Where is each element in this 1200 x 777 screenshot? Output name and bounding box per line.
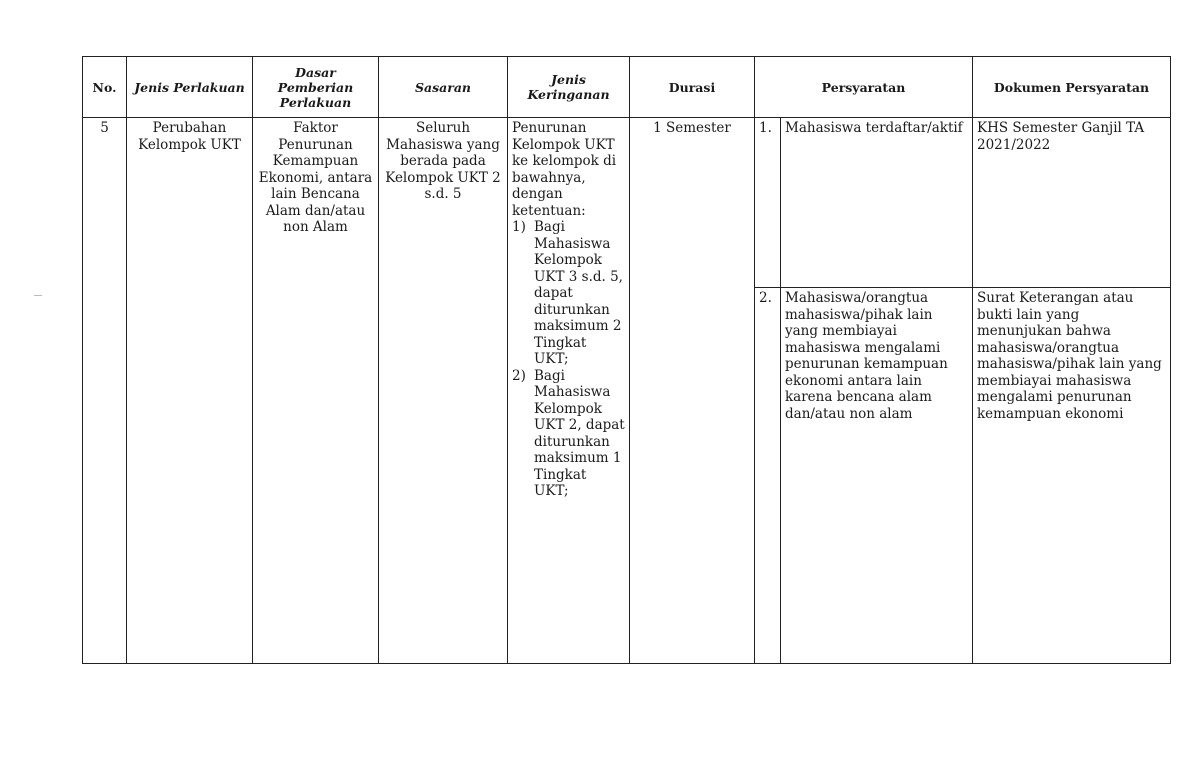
header-jenis-keringanan: Jenis Keringanan (508, 57, 630, 118)
cell-jenis-perlakuan: Perubahan Kelompok UKT (127, 118, 253, 664)
cell-jenis-keringanan (508, 118, 630, 664)
list-text: Bagi Mahasiswa Kelompok UKT 2, dapat diturunkan maksimum 1 Tingkat UKT; (534, 367, 625, 499)
cell-sasaran: Seluruh Mahasiswa yang berada pada Kelompok UKT 2 s.d. 5 (379, 118, 508, 664)
scan-mark (34, 295, 42, 296)
requirements-table (82, 56, 1171, 664)
table-row (83, 118, 1171, 288)
header-sasaran: Sasaran (379, 57, 508, 118)
requirement-text: Mahasiswa/orangtua mahasiswa/pihak lain yang membiayai mahasiswa mengalami penurunan kemampuan ekonomi antara lain karena bencana alam dan/atau non alam (781, 288, 973, 664)
requirement-document: KHS Semester Ganjil TA 2021/2022 (973, 118, 1171, 288)
header-persyaratan: Persyaratan (755, 57, 973, 118)
requirement-number: 2. (755, 288, 781, 664)
cell-no: 5 (83, 118, 127, 664)
header-jenis-perlakuan: Jenis Perlakuan (127, 57, 253, 118)
list-marker: 2) (512, 367, 526, 384)
keringanan-intro: Penurunan Kelompok UKT ke kelompok di bawahnya, dengan ketentuan: (512, 120, 617, 219)
requirement-text: Mahasiswa terdaftar/aktif (781, 118, 973, 288)
requirement-document: Surat Keterangan atau bukti lain yang menunjukan bahwa mahasiswa/orangtua mahasiswa/pihak lain yang membiayai mahasiswa mengalami penurunan kemampuan ekonomi (973, 288, 1171, 664)
keringanan-list (512, 219, 625, 500)
list-item (512, 368, 625, 500)
header-dokumen-persyaratan: Dokumen Persyaratan (973, 57, 1171, 118)
list-item (512, 219, 625, 368)
header-durasi: Durasi (630, 57, 755, 118)
cell-durasi: 1 Semester (630, 118, 755, 664)
cell-dasar-pemberian: Faktor Penurunan Kemampuan Ekonomi, antara lain Bencana Alam dan/atau non Alam (253, 118, 379, 664)
header-row (83, 57, 1171, 118)
list-marker: 1) (512, 219, 526, 235)
list-text: Bagi Mahasiswa Kelompok UKT 3 s.d. 5, dapat diturunkan maksimum 2 Tingkat UKT; (534, 219, 623, 367)
header-dasar-pemberian: Dasar Pemberian Perlakuan (253, 57, 379, 118)
header-no: No. (83, 57, 127, 118)
requirement-number: 1. (755, 118, 781, 288)
